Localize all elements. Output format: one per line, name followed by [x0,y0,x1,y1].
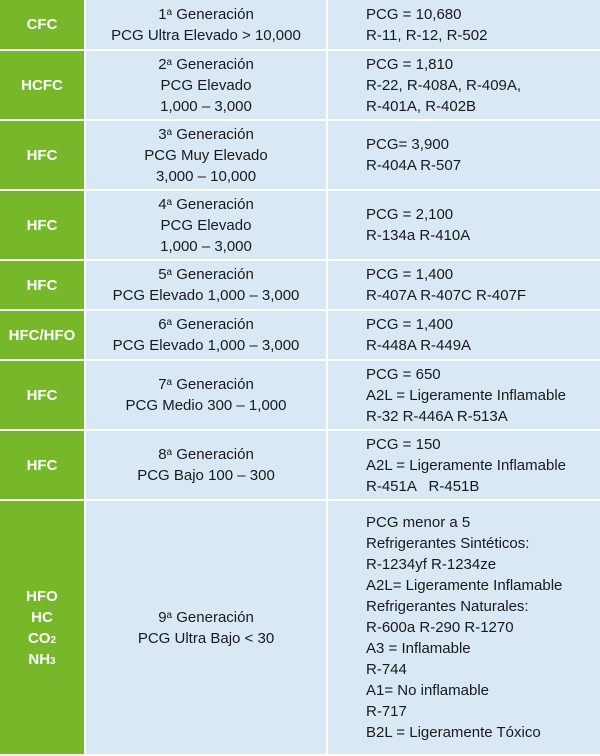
generation-gwp-line: 1,000 – 3,000 [160,97,252,115]
refrigerant-line: R-1234yf R-1234ze [366,556,497,573]
generation-cell [85,360,327,430]
category-text: NH [28,650,51,668]
refrigerant-line: A2L = Ligeramente Inflamable [366,386,566,404]
generation-cell [85,50,327,120]
generation-number: 3 [158,125,167,143]
ordinal-superscript: a [166,267,173,278]
generation-label: Generación [172,195,254,213]
refrigerant-line: R-22, R-408A, R-409A, [366,76,522,94]
category-text: HFC/HFO [8,326,76,344]
ordinal-superscript: a [166,317,173,328]
generation-title [86,607,326,628]
generation-label: Generación [172,316,254,333]
refrigerants-cell [327,190,600,260]
refrigerant-line: PCG = 150 [366,435,441,453]
table-row [0,360,600,430]
category-text: HFC [26,146,58,164]
table-row [0,50,600,120]
category-label [0,586,84,607]
table-row [0,310,600,360]
table-row [0,430,600,500]
generation-label: Generación [172,266,254,283]
refrigerant-line: A1= No inflamable [366,682,489,699]
category-label [0,215,84,236]
category-cell [0,120,85,190]
refrigerants-cell [327,260,600,310]
refrigerant-line: A2L = Ligeramente Inflamable [366,456,566,474]
refrigerant-line: R-717 [366,703,407,720]
category-text: HCFC [21,76,63,94]
generation-label: Generación [172,5,254,23]
table-row [0,0,600,50]
category-text: HFC [26,386,58,404]
refrigerant-line: PCG = 1,400 [366,266,454,283]
refrigerant-line: PCG = 2,100 [366,206,454,223]
generation-gwp-line: PCG Ultra Elevado > 10,000 [111,26,301,44]
refrigerants-cell [327,50,600,120]
category-text: HFC [26,276,58,294]
category-label [0,275,84,296]
generation-number: 4 [158,195,167,213]
generation-label: Generación [172,446,254,463]
category-text: HFC [26,456,58,474]
ordinal-superscript: a [166,126,173,138]
table-row [0,190,600,260]
refrigerant-line: Refrigerantes Naturales: [366,598,529,615]
refrigerants-cell [327,310,600,360]
generation-title [86,444,326,465]
generation-cell [85,0,327,50]
ordinal-superscript: a [166,196,173,208]
generation-title [86,194,326,215]
generation-cell [85,120,327,190]
generation-cell [85,190,327,260]
generation-gwp-line: 1,000 – 3,000 [160,237,252,255]
generation-title [86,54,326,75]
category-label [0,325,84,346]
category-text: CO [27,629,51,647]
category-label [0,607,84,628]
refrigerant-line: Refrigerantes Sintéticos: [366,535,530,552]
ordinal-superscript: a [166,6,173,18]
refrigerants-cell [327,0,600,50]
generation-number: 8 [158,446,167,463]
generation-gwp-line: PCG Elevado [160,76,252,94]
table-row [0,500,600,755]
category-cell [0,500,85,755]
generation-gwp-line: PCG Ultra Bajo < 30 [137,629,275,647]
category-label [0,649,84,670]
refrigerant-line: PCG = 1,400 [366,316,454,333]
generation-title [86,264,326,285]
refrigerant-line: R-600a R-290 R-1270 [366,619,514,636]
category-cell [0,310,85,360]
refrigerants-cell [327,430,600,500]
category-subscript: 2 [50,634,57,646]
generation-label: Generación [172,55,254,73]
generation-label: Generación [172,608,254,626]
generation-number: 7 [158,376,167,393]
generation-title [86,314,326,335]
refrigerant-line: PCG = 650 [366,365,441,383]
refrigerants-cell [327,500,600,755]
category-text: HFO [26,587,58,605]
generation-label: Generación [172,376,254,393]
refrigerant-line: B2L = Ligeramente Tóxico [366,724,541,741]
ordinal-superscript: a [166,447,173,458]
refrigerant-line: R-451A R-451B [366,477,480,495]
refrigerant-line: R-744 [366,661,407,678]
category-label [0,455,84,476]
generation-gwp-line: PCG Elevado 1,000 – 3,000 [112,337,300,354]
refrigerant-line: A2L= Ligeramente Inflamable [366,577,563,594]
generation-gwp-line: PCG Elevado 1,000 – 3,000 [112,287,300,304]
refrigerant-line: PCG= 3,900 [366,136,449,153]
table-row [0,120,600,190]
category-subscript: 3 [50,655,56,667]
generation-cell [85,500,327,755]
category-cell [0,360,85,430]
generation-gwp-line: PCG Elevado [160,216,252,234]
category-label [0,75,84,96]
table-row [0,260,600,310]
refrigerant-line: R-448A R-449A [366,337,472,354]
category-cell [0,190,85,260]
refrigerant-line: R-407A R-407C R-407F [366,287,527,304]
ordinal-superscript: a [166,609,173,621]
generation-gwp-line: PCG Medio 300 – 1,000 [125,397,287,414]
category-text: CFC [26,16,58,33]
refrigerant-line: R-32 R-446A R-513A [366,407,508,425]
category-label [0,145,84,166]
category-label [0,385,84,406]
generation-gwp-line: 3,000 – 10,000 [155,167,257,185]
generation-title [86,4,326,25]
category-cell [0,260,85,310]
generation-cell [85,430,327,500]
refrigerant-line: PCG = 1,810 [366,55,454,73]
refrigerant-line: R-404A R-507 [366,157,462,174]
refrigerant-line: PCG = 10,680 [366,5,462,23]
refrigerant-line: PCG menor a 5 [366,514,471,531]
generation-number: 2 [158,55,167,73]
generation-number: 1 [158,5,167,23]
generation-title [86,124,326,145]
refrigerants-cell [327,120,600,190]
refrigerant-line: R-134a R-410A [366,227,471,244]
category-label [0,628,84,649]
generation-cell [85,260,327,310]
generation-gwp-line: PCG Bajo 100 – 300 [137,467,275,484]
refrigerant-line: A3 = Inflamable [366,640,471,657]
category-cell [0,50,85,120]
refrigerants-cell [327,360,600,430]
category-text: HC [31,608,53,626]
generation-label: Generación [172,125,254,143]
ordinal-superscript: a [166,56,173,68]
generation-gwp-line: PCG Muy Elevado [144,146,268,164]
category-label [0,14,84,35]
generation-number: 5 [158,266,167,283]
generation-number: 6 [158,316,167,333]
refrigerant-line: R-11, R-12, R-502 [366,26,488,44]
generation-number: 9 [158,608,167,626]
ordinal-superscript: a [166,377,173,388]
generation-title [86,374,326,395]
category-cell [0,430,85,500]
refrigerant-line: R-401A, R-402B [366,97,477,115]
category-text: HFC [26,216,58,234]
generation-cell [85,310,327,360]
category-cell [0,0,85,50]
